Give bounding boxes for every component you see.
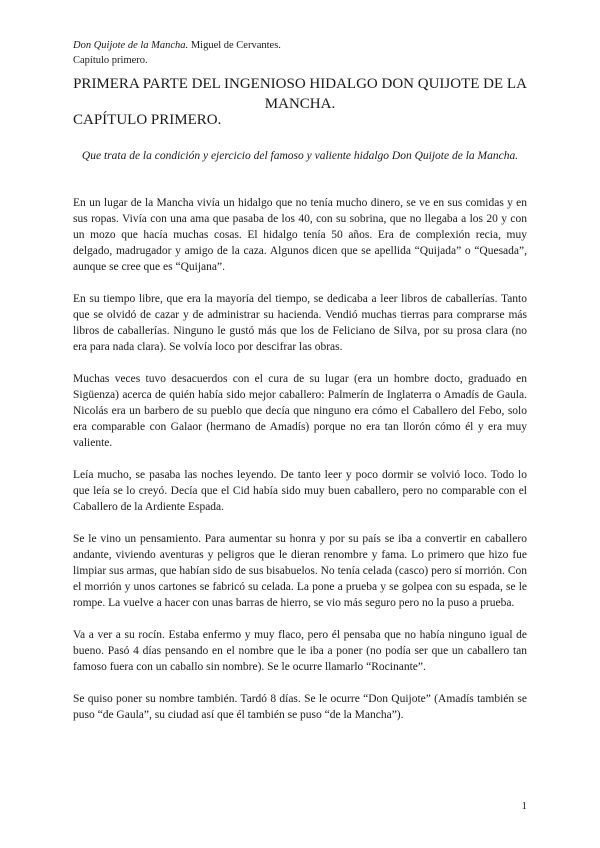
body-text (73, 195, 527, 739)
author-name: Miguel de Cervantes. (188, 40, 281, 51)
running-header (73, 38, 281, 68)
chapter-subtitle: Que trata de la condición y ejercicio del famoso y valiente hidalgo Don Quijote de la Mancha. (81, 150, 519, 162)
paragraph-5: Se le vino un pensamiento. Para aumentar su honra y por su país se iba a convertir en caballero andante, viviendo aventuras y peligros que le dieran renombre y fama. Lo primero que hizo fue limpiar sus armas, que habían sido de sus bisabuelos. No tenía celada (casco) pero sí morrión. Con el morrión y unos cartones se fabricó su celada. La pone a prueba y se golpea con su espada, se le rompe. La vuelve a hacer con unas barras de hierro, se vio más seguro pero no la puso a prueba. (73, 533, 527, 609)
paragraph-3: Muchas veces tuvo desacuerdos con el cura de su lugar (era un hombre docto, graduado en Sigüenza) acerca de quién había sido mejor caballero: Palmerín de Inglaterra o Amadís de Gaula. Nicolás era un barbero de su pueblo que decía que ninguno era cómo el Caballero del Febo, solo era comparable con Galaor (hermano de Amadís) porque no era tan llorón cómo él y era muy valiente. (73, 373, 527, 449)
paragraph-4: Leía mucho, se pasaba las noches leyendo. De tanto leer y poco dormir se volvió loco. Todo lo que leía se lo creyó. Decía que el Cid había sido muy buen caballero, pero no comparable con el Caballero de la Ardiente Espada. (73, 469, 527, 513)
paragraph-2: En su tiempo libre, que era la mayoría del tiempo, se dedicaba a leer libros de caballerías. Tanto que se olvidó de cazar y de administrar su hacienda. Vendió muchas tierras para comprarse más libros de caballerías. Ninguno le gustó más que los de Feliciano de Silva, por su prosa clara (no era para nada clara). Se volvía loco por descifrar las obras. (73, 293, 527, 353)
paragraph-1: En un lugar de la Mancha vivía un hidalgo que no tenía mucho dinero, se ve en sus comidas y en sus ropas. Vivía con una ama que pasaba de los 40, con su sobrina, que no llegaba a los 20 y con un mozo que hacía muchas cosas. El hidalgo tenía 50 años. Era de complexión recia, muy delgado, madrugador y amigo de la caza. Algunos dicen que se apellida “Quijada” o “Quesada”, aunque se cree que es “Quijana”. (73, 197, 527, 273)
chapter-heading: CAPÍTULO PRIMERO. (73, 112, 222, 128)
book-title: Don Quijote de la Mancha. (73, 40, 189, 51)
paragraph-6: Va a ver a su rocín. Estaba enfermo y muy flaco, pero él pensaba que no había ninguno igual de bueno. Pasó 4 días pensando en el nombre que le iba a poner (no podía ser que un caballero tan famoso fuera con un caballo sin nombre). Se le ocurre llamarlo “Rocinante”. (73, 629, 527, 673)
page-title: PRIMERA PARTE DEL INGENIOSO HIDALGO DON QUIJOTE DE LA MANCHA. (73, 76, 527, 112)
chapter-label: Capítulo primero. (73, 55, 148, 66)
page-number: 1 (521, 800, 527, 812)
paragraph-7: Se quiso poner su nombre también. Tardó 8 días. Se le ocurre “Don Quijote” (Amadís también se puso “de Gaula”, su ciudad así que él también se puso “de la Mancha”). (73, 693, 527, 721)
